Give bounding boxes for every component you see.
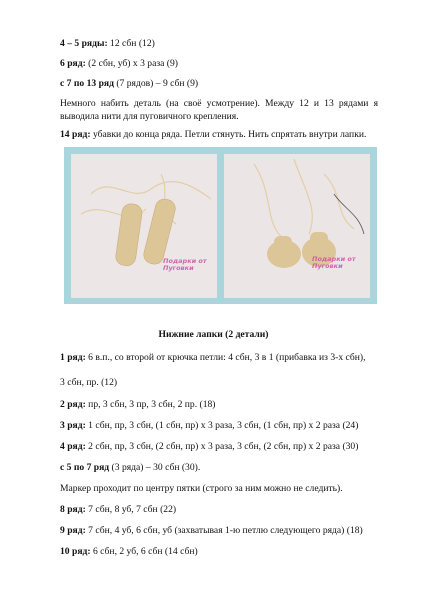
photo-crocheted-legs [71,154,217,298]
row-text: (3 ряда) – 30 сбн (30). [109,462,201,473]
row-text: 3 сбн, пр. (12) [60,377,118,388]
row-label: с 5 по 7 ряд [60,462,110,473]
row-7-13 [60,78,198,90]
row-text: (7 рядов) – 9 сбн (9) [113,78,199,89]
row-text: 7 сбн, 4 уб, 6 сбн, уб (захватывая 1-ю петлю следующего ряда) (18) [85,525,363,536]
marker-note [60,483,343,495]
row-4-5 [60,38,155,50]
row-14 [60,129,366,141]
row-label: 6 ряд: [60,58,86,69]
row-3 [60,420,358,432]
photo-crocheted-feet [224,154,370,298]
row-text: 6 в.п., со второй от крючка петли: 4 сбн, 3 в 1 (прибавка из 3-х сбн), [85,352,366,363]
row-text: пр, 3 сбн, 3 пр, 3 сбн, 2 пр. (18) [85,399,216,410]
row-label: 2 ряд: [60,399,86,410]
row-1 [60,352,366,364]
row-2 [60,399,216,411]
row-text: 2 сбн, пр, 3 сбн, (2 сбн, пр) х 3 раза, 3 сбн, (2 сбн, пр) х 2 раза (30) [85,441,359,452]
row-text: убавки до конца ряда. Петли стянуть. Нить спрятать внутри лапки. [90,129,367,140]
row-10 [60,546,198,558]
row-6 [60,58,178,70]
photo-strip [64,147,377,304]
watermark-right: Подарки от Пуговки [312,255,356,270]
row-4 [60,441,358,453]
row-text: (2 сбн, уб) х 3 раза (9) [85,58,178,69]
row-text: 7 сбн, 8 уб, 7 сбн (22) [85,504,177,515]
row-text: Маркер проходит по центру пятки (строго за ним можно не следить). [60,483,343,494]
row-8 [60,504,176,516]
row-text: 12 сбн (12) [107,38,155,49]
row-text: 1 сбн, пр, 3 сбн, (1 сбн, пр) х 3 раза, 3 сбн, (1 сбн, пр) х 2 раза (24) [85,420,359,431]
row-label: 4 – 5 ряды: [60,38,108,49]
row-label: 9 ряд: [60,525,86,536]
section-title: Нижние лапки (2 детали) [158,329,269,340]
row-1-cont [60,377,117,389]
row-label: 4 ряд: [60,441,86,452]
row-label: 14 ряд: [60,129,91,140]
row-text: 6 сбн, 2 уб, 6 сбн (14 сбн) [90,546,198,557]
row-label: 3 ряд: [60,420,86,431]
row-9 [60,525,363,537]
row-label: 10 ряд: [60,546,91,557]
row-5-7 [60,462,200,474]
watermark-left: Подарки от Пуговки [163,257,207,272]
row-label: 1 ряд: [60,352,86,363]
note-paragraph: Немного набить деталь (на своё усмотрение). Между 12 и 13 рядами я выводила нити для пуговичного крепления. [60,98,378,122]
row-label: с 7 по 13 ряд [60,78,114,89]
row-label: 8 ряд: [60,504,86,515]
